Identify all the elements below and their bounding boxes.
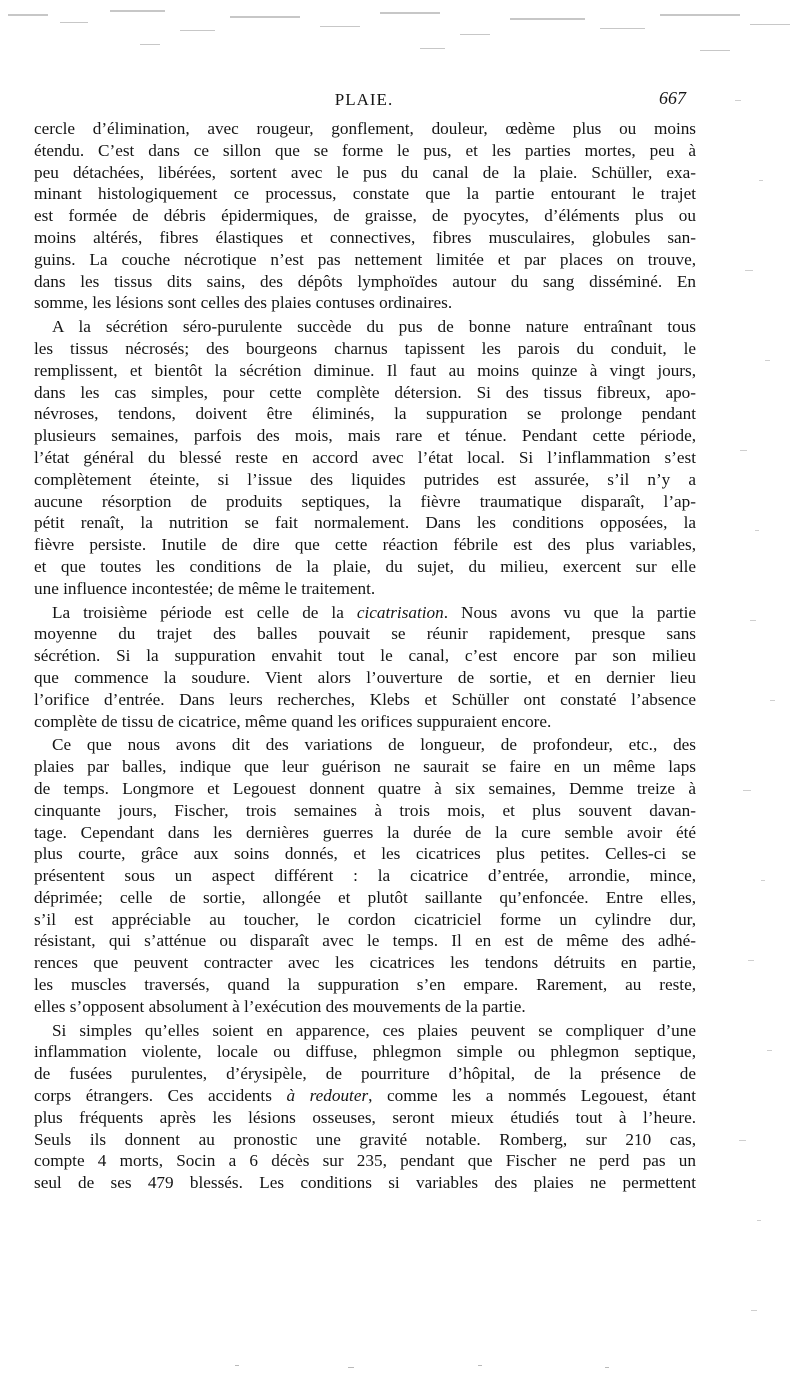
text-line: Si simples qu’elles soient en apparence, ces plaies peuvent se compliquer d’une [52,1020,696,1040]
text-line: Seuls ils donnent au pronostic une gravité notable. Romberg, sur 210 cas, [34,1129,696,1149]
text-line: sécrétion. Si la suppuration envahit tout le canal, c’est encore par son milieu [34,646,696,666]
text-line: et que toutes les conditions de la plaie, du sujet, du milieu, exercent sur elle [34,556,696,576]
text-line: est formée de débris épidermiques, de graisse, de pyocytes, d’éléments plus ou [34,206,696,226]
text-line: pétit renaît, la nutrition se fait normalement. Dans les conditions opposées, la [34,513,696,533]
body-text [34,118,696,1196]
text-segment: , comme les a nommés Legouest, étant [368,1086,696,1106]
text-line: tage. Cependant dans les dernières guerres la durée de la cure semble avoir été [34,822,696,842]
text-line: fièvre persiste. Inutile de dire que cette réaction fébrile est des plus variables, [34,535,696,555]
text-line: dans les cas simples, pour cette complète détersion. Si des tissus fibreux, apo- [34,382,696,402]
scan-noise-top [0,0,800,70]
text-line: déprimée; celle de sortie, allongée et plutôt saillante qu’enfoncée. Entre elles, [34,887,696,907]
text-line: présentent sous un aspect différent : la cicatrice d’entrée, arrondie, mince, [34,866,696,886]
text-line [34,602,696,624]
italic-term: cicatrisation [356,602,444,622]
text-segment: corps étrangers. Ces accidents [34,1086,287,1106]
text-line: somme, les lésions sont celles des plaies contuses ordinaires. [34,293,453,313]
text-line: A la sécrétion séro-purulente succède du pus de bonne nature entraînant tous [52,317,696,337]
text-line: aucune résorption de produits septiques, la fièvre traumatique disparaît, l’ap- [34,491,696,511]
text-line: complète de tissu de cicatrice, même quand les orifices suppuraient encore. [34,711,552,731]
paragraph [34,734,696,1017]
text-line: de fusées purulentes, d’érysipèle, de pourriture d’hôpital, de la présence de [34,1064,696,1084]
text-line: minant histologiquement ce processus, constate que la partie entourant le trajet [34,184,696,204]
text-line: plus courte, grâce aux soins donnés, et les cicatrices plus petites. Celles-ci se [34,844,696,864]
text-line: les muscles traversés, quand la suppuration s’en empare. Rarement, au reste, [34,975,696,995]
text-line: seul de ses 479 blessés. Les conditions si variables des plaies ne permettent [34,1173,696,1193]
running-title: PLAIE. [334,90,394,109]
text-line: elles s’opposent absolument à l’exécution des mouvements de la partie. [34,996,526,1016]
text-line: plus fréquents après les lésions osseuses, seront mieux étudiés tout à l’heure. [34,1107,696,1127]
text-segment: La troisième période est celle de la [52,602,357,622]
text-line: étendu. C’est dans ce sillon que se forme le pus, et les parties mortes, peu à [34,140,696,160]
text-line: plusieurs semaines, parfois des mois, mais rare et ténue. Pendant cette période, [34,426,696,446]
text-line: de temps. Longmore et Legouest donnent quatre à six semaines, Demme treize à [34,778,696,798]
text-line: peu détachées, libérées, sortent avec le pus du canal de la plaie. Schüller, exa- [34,162,696,182]
text-line: compte 4 morts, Socin a 6 décès sur 235, pendant que Fischer ne perd pas un [34,1151,696,1171]
text-line: l’état général du blessé reste en accord avec l’état local. Si l’inflammation s’est [34,447,696,467]
text-line: résistant, qui s’atténue ou disparaît avec le temps. Il en est de même des adhé- [34,931,696,951]
text-line: s’il est appréciable au toucher, le cordon cicatriciel forme un cylindre dur, [34,909,696,929]
page-header [34,88,694,114]
paragraph [34,602,696,733]
text-line: les tissus nécrosés; des bourgeons charnus tapissent les parois du conduit, le [34,338,696,358]
paragraph [34,316,696,599]
text-line: moyenne du trajet des balles pouvait se réunir rapidement, presque sans [34,624,696,644]
text-line: cercle d’élimination, avec rougeur, gonflement, douleur, œdème plus ou moins [34,119,696,138]
text-line: cinquante jours, Fischer, trois semaines à trois mois, et plus souvent davan- [34,800,696,820]
scan-footer-marks [0,1355,800,1385]
text-line: inflammation violente, locale ou diffuse, phlegmon simple ou phlegmon septique, [34,1042,696,1062]
text-line: guins. La couche nécrotique n’est pas nettement limitée et par places on trouve, [34,249,696,269]
text-line: remplissent, et bientôt la sécrétion diminue. Il faut au moins quinze à vingt jours, [34,360,696,380]
text-line: névroses, tendons, doivent être éliminés, la suppuration se prolonge pendant [34,404,696,424]
scan-noise-right-margin [715,60,800,1396]
italic-term: à redouter [286,1086,369,1106]
text-line [34,1085,696,1107]
text-line: rences que peuvent contracter avec les cicatrices les tendons détruits en partie, [34,953,696,973]
text-line: complètement éteinte, si l’issue des liquides putrides est assurée, s’il n’y a [34,469,696,489]
text-line: dans les tissus dits sains, des dépôts lymphoïdes autour du sang disséminé. En [34,271,696,291]
paragraph [34,118,696,314]
text-line: plaies par balles, indique que leur guérison ne saurait se faire en un même laps [34,757,696,777]
text-segment: . Nous avons vu que la partie [443,602,697,622]
text-line: moins altérés, fibres élastiques et connectives, fibres musculaires, globules san- [34,227,696,247]
paragraph [34,1020,696,1194]
text-line: une influence incontestée; de même le traitement. [34,578,376,598]
text-line: Ce que nous avons dit des variations de longueur, de profondeur, etc., des [52,735,696,755]
text-line: que commence la soudure. Vient alors l’ouverture de sortie, et en dernier lieu [34,667,696,687]
text-line: l’orifice d’entrée. Dans leurs recherches, Klebs et Schüller ont constaté l’absence [34,689,696,709]
page-number: 667 [659,88,686,108]
